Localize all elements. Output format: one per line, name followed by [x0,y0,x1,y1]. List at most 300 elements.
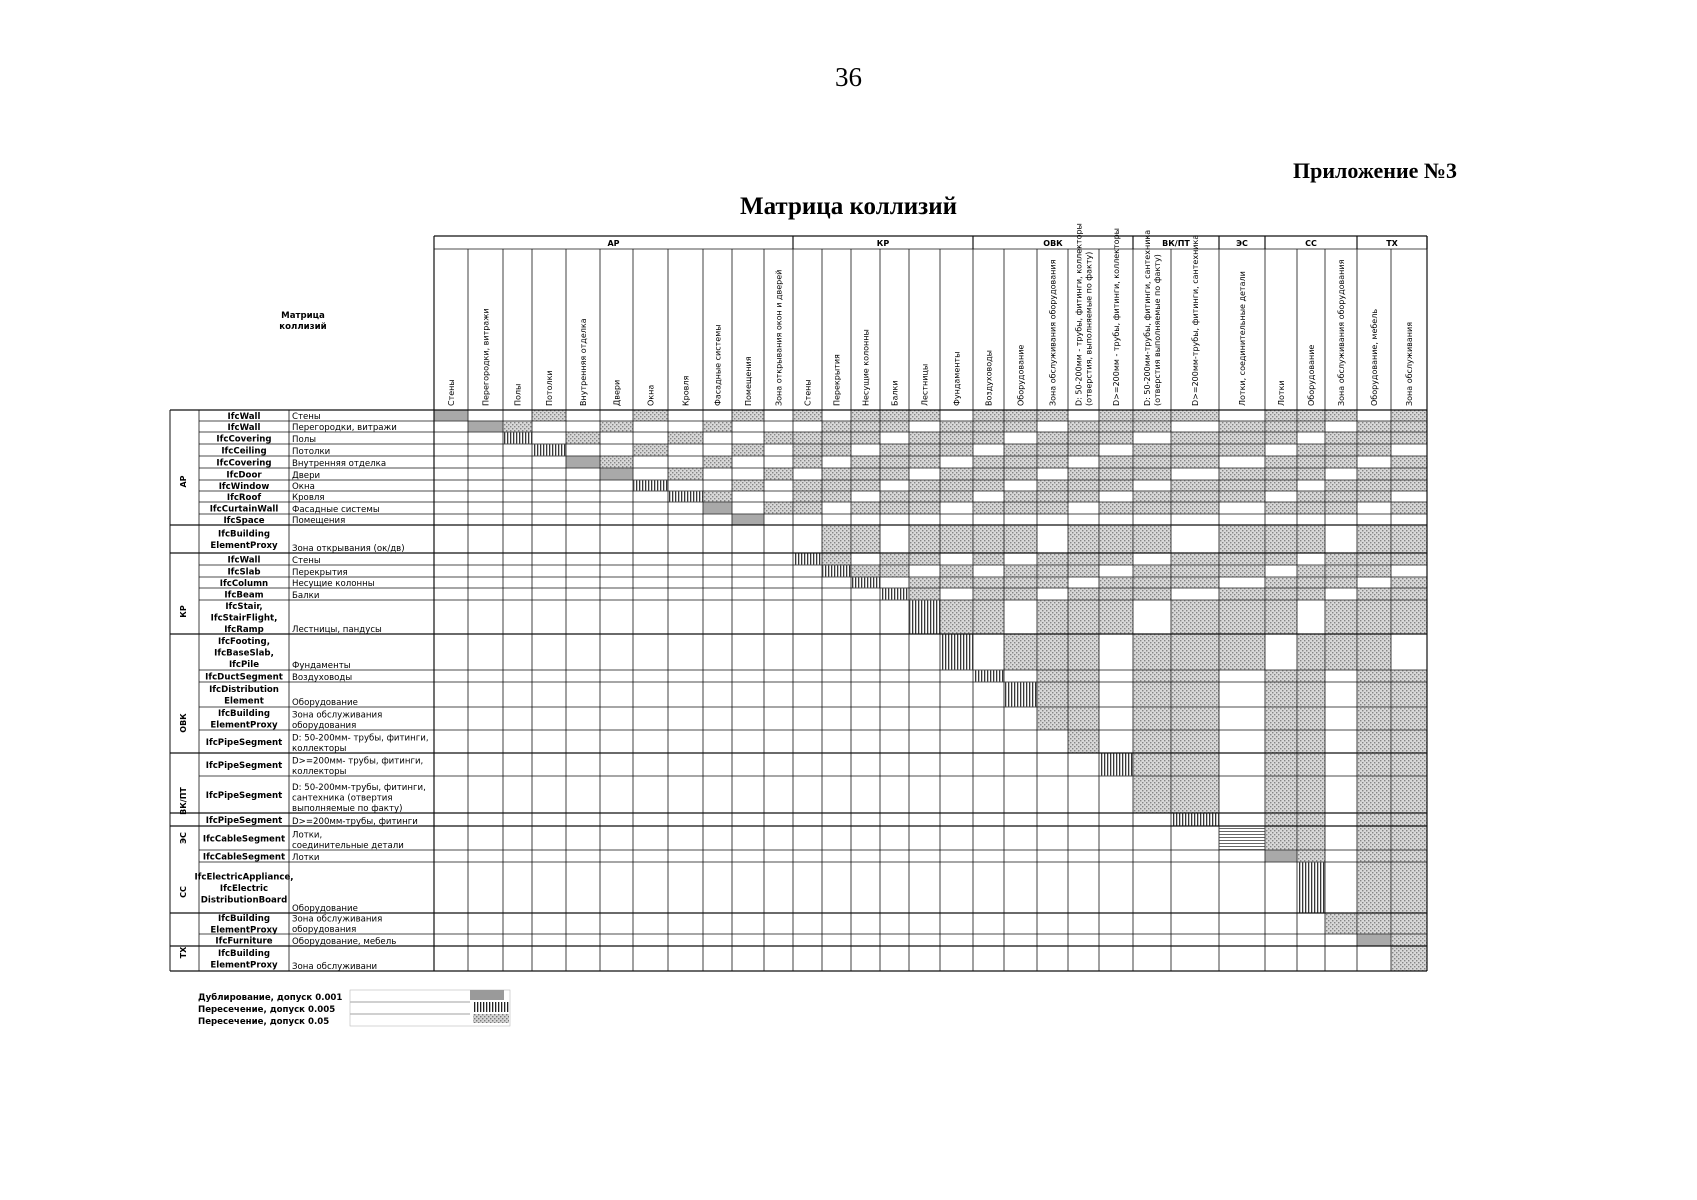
column-header-label: Полы [513,383,523,406]
row-ifc-label: IfcStair, [225,601,263,612]
matrix-cell-fill [1298,683,1325,707]
matrix-cell-fill [1392,827,1427,850]
matrix-cell-fill [1134,635,1171,670]
matrix-cell-fill [1134,492,1171,502]
matrix-cell-fill [1298,422,1325,432]
matrix-cell-fill [1358,754,1391,776]
column-group-label: ЭС [1236,239,1248,248]
matrix-cell-fill [1266,731,1297,753]
matrix-cell-fill [704,457,732,468]
matrix-cell-fill [1069,554,1099,565]
row-ifc-label: IfcCovering [216,434,272,445]
matrix-cell-fill [504,422,532,432]
row-ifc-label: ElementProxy [210,960,278,971]
matrix-cell-fill [852,411,880,421]
row-ifc-label: IfcCovering [216,458,272,469]
matrix-cell-fill [1358,601,1391,634]
matrix-cell-fill [1172,601,1219,634]
matrix-cell-fill [941,481,973,491]
row-name-label: Воздуховоды [292,673,353,683]
matrix-cell-fill [881,445,909,456]
row-ifc-label: IfcDoor [226,470,262,481]
column-header-label: D>=200мм-трубы, фитинги, сантехника [1191,234,1200,406]
matrix-cell-fill [823,554,851,565]
matrix-cell-fill [1392,481,1427,491]
matrix-cell-fill [765,503,793,514]
matrix-cell-fill [1392,503,1427,514]
row-name-label: Перекрытия [292,568,348,578]
matrix-cell-fill [1358,635,1391,670]
column-header-label: Перекрытия [832,354,842,406]
matrix-cell-fill [910,433,940,444]
matrix-cell-fill [1298,566,1325,577]
matrix-cell-fill [1392,754,1427,776]
matrix-cell-fill [1172,731,1219,753]
column-header-label: Оборудование [1307,344,1316,406]
row-ifc-label: IfcWall [227,411,261,422]
matrix-cell-fill [533,445,566,456]
row-ifc-label: IfcColumn [219,578,269,589]
matrix-cell-fill [1134,777,1171,813]
matrix-cell-fill [1326,566,1357,577]
matrix-cell-fill [974,578,1004,588]
matrix-cell-fill [823,445,851,456]
matrix-cell-fill [881,469,909,480]
matrix-cell-fill [601,469,633,480]
matrix-cell-fill [1172,566,1219,577]
matrix-cell-fill [794,411,822,421]
column-header-label: Стены [447,379,456,406]
matrix-cell-fill [1069,589,1099,600]
matrix-cell-fill [1100,578,1133,588]
matrix-cell-fill [910,601,940,634]
matrix-cell-fill [1220,481,1265,491]
matrix-cell-fill [881,566,909,577]
matrix-cell-fill [941,526,973,553]
matrix-cell-fill [1326,492,1357,502]
row-name-label: Лотки [292,853,320,863]
matrix-cell-fill [1298,754,1325,776]
matrix-cell-fill [704,492,732,502]
row-name-label: Лотки, [292,830,323,841]
column-header-label: Кровля [681,375,691,406]
matrix-cell-fill [1266,777,1297,813]
matrix-cell-fill [910,481,940,491]
matrix-cell-fill [1266,851,1297,862]
matrix-cell-fill [1392,777,1427,813]
matrix-cell-fill [1358,492,1391,502]
matrix-cell-fill [1358,422,1391,432]
matrix-cell-fill [1220,469,1265,480]
row-name-label: коллекторы [292,767,347,777]
matrix-cell-fill [1392,947,1427,971]
matrix-cell-fill [1266,708,1297,730]
row-ifc-label: IfcCurtainWall [209,504,279,515]
matrix-cell-fill [1220,566,1265,577]
matrix-cell-fill [852,422,880,432]
matrix-cell-fill [1392,914,1427,934]
matrix-cell-fill [1298,457,1325,468]
matrix-cell-fill [1266,469,1297,480]
row-ifc-label: IfcCableSegment [202,834,286,845]
legend-swatch-solid [470,990,504,1000]
row-ifc-label: IfcBaseSlab, [214,648,274,659]
matrix-cell-fill [974,554,1004,565]
matrix-cell-fill [1172,578,1219,588]
row-group-label: ТХ [179,946,188,959]
matrix-cell-fill [881,457,909,468]
matrix-cell-fill [1358,851,1391,862]
row-name-label: Оборудование [292,698,358,708]
matrix-cell-fill [910,411,940,421]
matrix-cell-fill [1100,589,1133,600]
matrix-cell-fill [1326,914,1357,934]
row-group-label: АР [179,475,188,488]
column-header-label: D: 50-200мм - трубы, фитинги, коллекторы [1074,223,1084,406]
matrix-cell-fill [974,601,1004,634]
matrix-cell-fill [1005,683,1037,707]
column-group-label: ТХ [1386,239,1398,248]
matrix-cell-fill [1266,554,1297,565]
row-ifc-label: IfcElectricAppliance, [194,872,294,883]
matrix-cell-fill [1220,589,1265,600]
column-header-label: D: 50-200мм-трубы, фитинги, сантехника [1143,229,1152,406]
matrix-cell-fill [669,492,703,502]
matrix-cell-fill [1005,503,1037,514]
column-group-label: АР [607,239,620,248]
matrix-cell-fill [794,457,822,468]
column-group-label: СС [1305,239,1317,248]
matrix-cell-fill [794,481,822,491]
legend-label: Дублирование, допуск 0.001 [198,993,343,1003]
matrix-cell-fill [435,411,468,421]
row-ifc-label: ElementProxy [210,720,278,731]
matrix-cell-fill [733,445,764,456]
matrix-cell-fill [1100,457,1133,468]
matrix-cell-fill [669,469,703,480]
matrix-cell-fill [1172,754,1219,776]
matrix-cell-fill [941,445,973,456]
matrix-cell-fill [794,433,822,444]
matrix-cell-fill [1358,469,1391,480]
corner-label: Матрица [281,311,325,321]
matrix-cell-fill [1069,683,1099,707]
legend-swatch-dots [473,1014,509,1023]
matrix-cell-fill [1100,469,1133,480]
row-group-label: ОВК [179,713,188,733]
row-ifc-label: IfcBuilding [218,914,270,924]
row-name-label: соединительные детали [292,841,404,851]
matrix-cell-fill [1100,433,1133,444]
matrix-cell-fill [1005,589,1037,600]
page-title: Матрица коллизий [739,193,958,220]
matrix-cell-fill [765,433,793,444]
column-group-label: КР [876,239,890,248]
matrix-cell-fill [1069,601,1099,634]
column-header-label: (отверстия, выполняемые по факту) [1084,251,1094,406]
row-ifc-label: IfcStairFlight, [210,613,278,624]
matrix-cell-fill [794,554,822,565]
column-header-label: Лотки [1277,380,1286,406]
matrix-cell-fill [1298,814,1325,826]
matrix-cell-fill [974,433,1004,444]
matrix-cell-fill [1392,601,1427,634]
row-ifc-label: IfcBeam [224,590,264,601]
matrix-cell-fill [1038,433,1068,444]
matrix-cell-fill [1172,777,1219,813]
matrix-cell-fill [852,469,880,480]
matrix-cell-fill [1038,445,1068,456]
matrix-cell-fill [1038,683,1068,707]
matrix-cell-fill [1266,754,1297,776]
matrix-cell-fill [941,422,973,432]
matrix-cell-fill [823,492,851,502]
matrix-cell-fill [1358,445,1391,456]
matrix-cell-fill [974,457,1004,468]
matrix-cell-fill [1298,445,1325,456]
matrix-cell-fill [1038,708,1068,730]
matrix-cell-fill [852,481,880,491]
row-ifc-label: IfcFurniture [215,936,273,947]
row-ifc-label: DistributionBoard [200,895,288,906]
matrix-cell-fill [941,635,973,670]
row-name-label: Окна [292,482,315,492]
matrix-cell-fill [941,566,973,577]
row-name-label: D>=200мм-трубы, фитинги [292,817,418,827]
matrix-cell-fill [1326,481,1357,491]
matrix-cell-fill [1392,526,1427,553]
row-name-label: Оборудование [292,904,358,914]
matrix-cell-fill [974,481,1004,491]
matrix-cell-fill [1038,554,1068,565]
row-group-label: КР [179,605,188,618]
matrix-cell-fill [1069,566,1099,577]
row-ifc-label: IfcWall [227,555,261,566]
column-header-label: Балки [890,380,900,406]
matrix-cell-fill [1134,526,1171,553]
matrix-cell-fill [1134,457,1171,468]
matrix-cell-fill [567,457,600,468]
column-header-label: Перегородки, витражи [481,308,491,406]
row-name-label: Полы [292,435,316,445]
matrix-cell-fill [1172,445,1219,456]
matrix-cell-fill [1392,422,1427,432]
row-ifc-label: IfcPipeSegment [205,815,283,826]
row-ifc-label: IfcBuilding [218,949,270,959]
matrix-cell-fill [1038,481,1068,491]
matrix-cell-fill [1298,635,1325,670]
row-ifc-label: IfcDuctSegment [205,672,283,683]
row-ifc-label: IfcPile [228,659,260,670]
column-header-label: (отверстия выполняемые по факту) [1153,254,1162,406]
matrix-cell-fill [704,503,732,514]
column-header-label: Лотки, соединительные детали [1238,271,1247,406]
matrix-cell-fill [852,566,880,577]
matrix-cell-fill [1038,566,1068,577]
matrix-cell-fill [1005,566,1037,577]
matrix-cell-fill [765,469,793,480]
matrix-cell-fill [1172,503,1219,514]
matrix-cell-fill [1392,814,1427,826]
matrix-cell-fill [469,422,503,432]
matrix-cell-fill [1172,481,1219,491]
matrix-cell-fill [733,411,764,421]
row-ifc-label: ElementProxy [210,925,278,936]
matrix-cell-fill [1358,566,1391,577]
row-name-label: Балки [292,591,320,601]
row-name-label: коллекторы [292,744,347,754]
matrix-cell-fill [1069,422,1099,432]
matrix-cell-fill [974,589,1004,600]
matrix-cell-fill [1358,863,1391,913]
matrix-cell-fill [1392,589,1427,600]
matrix-cell-fill [1005,526,1037,553]
row-name-label: Несущие колонны [292,579,375,589]
matrix-cell-fill [1298,578,1325,588]
appendix-label: Приложение №3 [1293,158,1457,183]
matrix-cell-fill [1358,708,1391,730]
column-header-label: Двери [612,379,622,406]
matrix-cell-fill [881,492,909,502]
matrix-cell-fill [1134,422,1171,432]
matrix-cell-fill [1172,457,1219,468]
matrix-cell-fill [1134,589,1171,600]
matrix-cell-fill [881,554,909,565]
row-name-label: сантехника (отвертия [292,793,393,804]
matrix-cell-fill [1069,731,1099,753]
matrix-cell-fill [794,445,822,456]
matrix-cell-fill [823,422,851,432]
matrix-cell-fill [1005,635,1037,670]
matrix-cell-fill [1298,851,1325,862]
column-header-label: Зона обслуживания [1405,321,1414,406]
legend-swatch-vertical [473,1002,509,1012]
matrix-cell-fill [941,578,973,588]
matrix-cell-fill [1005,445,1037,456]
matrix-cell-fill [1326,635,1357,670]
matrix-cell-fill [1069,526,1099,553]
row-name-label: D: 50-200мм-трубы, фитинги, [292,783,426,793]
legend-label: Пересечение, допуск 0.05 [198,1017,330,1027]
row-ifc-label: IfcRamp [224,624,264,635]
matrix-cell-fill [1298,492,1325,502]
column-header-label: Фундаменты [952,351,962,406]
matrix-cell-fill [910,554,940,565]
matrix-cell-fill [974,469,1004,480]
row-ifc-label: IfcCableSegment [202,852,286,863]
matrix-cell-fill [974,422,1004,432]
matrix-cell-fill [1220,554,1265,565]
matrix-cell-fill [1134,445,1171,456]
row-ifc-label: IfcSlab [227,567,261,578]
row-ifc-label: IfcElectric [219,883,269,894]
matrix-cell-fill [634,445,668,456]
matrix-cell-fill [852,526,880,553]
row-group-label: СС [179,886,188,898]
row-ifc-label: IfcPipeSegment [205,737,283,748]
matrix-cell-fill [1358,481,1391,491]
matrix-cell-fill [1392,671,1427,682]
column-group-label: ВК/ПТ [1162,239,1190,248]
matrix-cell-fill [601,457,633,468]
column-header-label: Оборудование [1016,344,1026,406]
matrix-cell-fill [941,601,973,634]
matrix-cell-fill [1358,814,1391,826]
matrix-cell-fill [794,492,822,502]
matrix-cell-fill [1298,827,1325,850]
row-name-label: Кровля [292,493,325,503]
matrix-cell-fill [1298,777,1325,813]
row-ifc-label: IfcBuilding [218,709,270,719]
matrix-cell-fill [1326,601,1357,634]
legend-label: Пересечение, допуск 0.005 [198,1005,336,1015]
matrix-cell-fill [704,422,732,432]
column-header-label: Оборудование, мебель [1370,308,1379,406]
row-ifc-label: Element [224,696,264,707]
row-name-label: Фасадные системы [292,505,380,515]
matrix-cell-fill [1326,445,1357,456]
matrix-cell-fill [1134,503,1171,514]
matrix-cell-fill [1266,503,1297,514]
matrix-cell-fill [1172,708,1219,730]
matrix-cell-fill [823,566,851,577]
matrix-cell-fill [1298,863,1325,913]
matrix-cell-fill [1392,433,1427,444]
column-header-label: Лестницы [920,363,930,406]
matrix-cell-fill [1220,445,1265,456]
matrix-cell-fill [1298,526,1325,553]
row-name-label: Внутренняя отделка [292,459,387,469]
matrix-cell-fill [1392,731,1427,753]
row-ifc-label: IfcSpace [223,515,265,526]
matrix-cell-fill [910,445,940,456]
matrix-cell-fill [852,457,880,468]
matrix-cell-fill [910,492,940,502]
row-ifc-label: IfcBuilding [218,529,270,540]
matrix-cell-fill [669,433,703,444]
matrix-cell-fill [1134,731,1171,753]
matrix-cell-fill [1266,601,1297,634]
row-ifc-label: ElementProxy [210,541,278,551]
matrix-cell-fill [1392,935,1427,946]
matrix-cell-fill [1358,731,1391,753]
matrix-cell-fill [1038,671,1068,682]
row-name-label: Лестницы, пандусы [292,625,382,635]
matrix-cell-fill [1069,708,1099,730]
row-name-label: оборудования [292,721,357,731]
matrix-cell-fill [1358,589,1391,600]
matrix-cell-fill [1069,445,1099,456]
matrix-cell-fill [1220,601,1265,634]
matrix-cell-fill [1392,411,1427,421]
matrix-cell-fill [1069,492,1099,502]
matrix-cell-fill [1100,422,1133,432]
matrix-cell-fill [1038,578,1068,588]
matrix-cell-fill [733,481,764,491]
matrix-cell-fill [1038,492,1068,502]
matrix-cell-fill [1298,469,1325,480]
matrix-cell-fill [1392,851,1427,862]
matrix-cell-fill [1298,589,1325,600]
row-ifc-label: IfcPipeSegment [205,790,283,801]
row-group-label: ВК/ПТ [179,787,188,815]
column-header-label: D>=200мм - трубы, фитинги, коллекторы [1112,228,1121,406]
matrix-cell-fill [1392,554,1427,565]
matrix-cell-fill [881,589,909,600]
matrix-cell-fill [1358,683,1391,707]
row-name-label: D>=200мм- трубы, фитинги, [292,756,424,767]
row-ifc-label: IfcFooting, [218,636,270,647]
